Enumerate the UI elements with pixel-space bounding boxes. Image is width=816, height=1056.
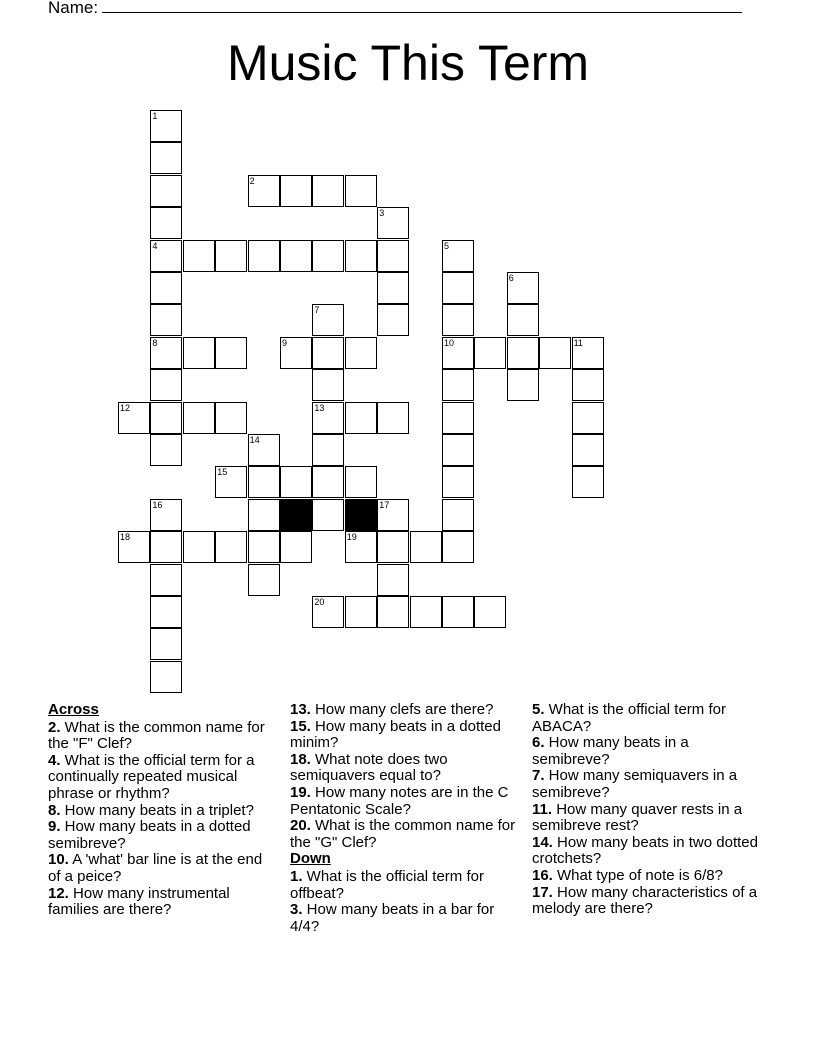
clue — [532, 802, 762, 835]
grid-cell[interactable] — [248, 175, 280, 207]
clue-text: How many notes are in the C Pentatonic Scale? — [290, 783, 509, 818]
grid-cell[interactable] — [312, 402, 344, 434]
clue-number: 12 — [120, 402, 131, 413]
grid-cell[interactable] — [312, 337, 344, 369]
clue-num: 8. — [48, 801, 61, 819]
grid-cell[interactable] — [150, 272, 182, 304]
grid-cell[interactable] — [507, 304, 539, 336]
grid-cell[interactable] — [248, 499, 280, 531]
clue-num: 11. — [532, 800, 553, 818]
clue-num: 9. — [48, 818, 61, 836]
clue — [532, 768, 762, 801]
clue-num: 10. — [48, 851, 69, 869]
grid-cell[interactable] — [442, 596, 474, 628]
grid-cell[interactable] — [377, 272, 409, 304]
clue-text: How many beats in a semibreve? — [532, 734, 689, 768]
clue-num: 1. — [290, 867, 303, 885]
grid-cell[interactable] — [442, 402, 474, 434]
grid-cell[interactable] — [345, 531, 377, 563]
clue-num: 19. — [290, 783, 311, 801]
grid-cell[interactable] — [215, 466, 247, 498]
grid-cell[interactable] — [377, 564, 409, 596]
grid-cell[interactable] — [150, 499, 182, 531]
grid-cell[interactable] — [312, 240, 344, 272]
clue — [290, 702, 520, 719]
clue-text: How many semiquavers in a semibreve? — [532, 767, 738, 801]
clue-text: How many beats in two dotted crotchets? — [532, 833, 758, 868]
clue-text: How many clefs are there? — [310, 701, 494, 718]
grid-cell[interactable] — [345, 337, 377, 369]
across-clue-list-a — [48, 720, 278, 919]
grid-cell[interactable] — [442, 531, 474, 563]
clue-num: 13. — [290, 701, 311, 718]
clue-text: How many beats in a bar for 4/4? — [290, 901, 495, 935]
grid-cell[interactable] — [215, 402, 247, 434]
clue-num: 12. — [48, 884, 69, 902]
grid-block — [345, 499, 377, 531]
grid-cell[interactable] — [312, 369, 344, 401]
clue-num: 18. — [290, 750, 311, 768]
clue-column-1 — [48, 702, 278, 919]
clue-column-2 — [290, 702, 520, 935]
grid-cell[interactable] — [215, 531, 247, 563]
page-title: Music This Term — [226, 35, 590, 91]
clue — [48, 819, 278, 852]
clue-num: 16. — [532, 866, 553, 884]
clue-text: What is the official term for a continually repeated musical phrase or rhythm? — [48, 751, 255, 802]
clue-text: A 'what' bar line is at the end of a peice? — [48, 851, 263, 885]
clue-number: 20 — [314, 597, 325, 607]
grid-cell[interactable] — [150, 240, 182, 272]
clue-number: 15 — [217, 467, 228, 478]
grid-cell[interactable] — [150, 596, 182, 628]
grid-cell[interactable] — [572, 369, 604, 401]
clue — [532, 702, 762, 735]
clue-text: How many characteristics of a melody are there? — [532, 883, 758, 918]
clue — [532, 735, 762, 768]
clue — [290, 719, 520, 752]
grid-cell[interactable] — [312, 175, 344, 207]
grid-cell[interactable] — [183, 337, 215, 369]
grid-cell[interactable] — [150, 142, 182, 174]
clue — [290, 902, 520, 935]
clue-number: 8 — [152, 337, 158, 348]
grid-cell[interactable] — [150, 434, 182, 466]
grid-cell[interactable] — [215, 240, 247, 272]
grid-cell[interactable] — [377, 207, 409, 239]
grid-cell[interactable] — [280, 531, 312, 563]
grid-cell[interactable] — [442, 499, 474, 531]
clue-number: 16 — [152, 499, 163, 510]
grid-cell[interactable] — [248, 466, 280, 498]
grid-cell[interactable] — [150, 628, 182, 660]
grid-cell[interactable] — [312, 304, 344, 336]
grid-cell[interactable] — [183, 402, 215, 434]
clue-text: How many quaver rests in a semibreve rest? — [532, 800, 743, 835]
clue-number: 14 — [249, 435, 260, 445]
clue-number: 5 — [444, 240, 450, 251]
clue-text: How many beats in a triplet? — [60, 801, 254, 819]
grid-cell[interactable] — [280, 337, 312, 369]
down-clue-list-b — [532, 702, 762, 918]
grid-cell[interactable] — [150, 661, 182, 693]
grid-cell[interactable] — [248, 434, 280, 466]
grid-cell[interactable] — [572, 337, 604, 369]
grid-cell[interactable] — [474, 596, 506, 628]
clue-number: 13 — [314, 402, 325, 413]
grid-cell[interactable] — [280, 175, 312, 207]
grid-block — [280, 499, 312, 531]
grid-cell[interactable] — [248, 531, 280, 563]
grid-cell[interactable] — [248, 240, 280, 272]
grid-cell[interactable] — [410, 531, 442, 563]
grid-cell[interactable] — [312, 596, 344, 628]
grid-cell[interactable] — [312, 499, 344, 531]
clue-num: 17. — [532, 883, 553, 901]
clue-text: What is the common name for the "G" Clef? — [290, 817, 516, 851]
grid-cell[interactable] — [280, 466, 312, 498]
grid-cell[interactable] — [572, 402, 604, 434]
grid-cell[interactable] — [572, 434, 604, 466]
grid-cell[interactable] — [377, 499, 409, 531]
grid-cell[interactable] — [183, 531, 215, 563]
grid-cell[interactable] — [280, 240, 312, 272]
grid-cell[interactable] — [507, 337, 539, 369]
clue-text: How many beats in a dotted semibreve? — [48, 818, 251, 852]
grid-cell[interactable] — [312, 434, 344, 466]
clue-num: 7. — [532, 767, 545, 785]
grid-cell[interactable] — [507, 369, 539, 401]
across-heading: Across — [48, 701, 99, 718]
clue-number: 19 — [346, 532, 357, 543]
clue — [532, 835, 762, 868]
grid-cell[interactable] — [539, 337, 571, 369]
grid-cell[interactable] — [474, 337, 506, 369]
grid-cell[interactable] — [410, 596, 442, 628]
grid-cell[interactable] — [150, 175, 182, 207]
grid-cell[interactable] — [377, 531, 409, 563]
grid-cell[interactable] — [377, 402, 409, 434]
clue — [48, 720, 278, 753]
grid-cell[interactable] — [345, 596, 377, 628]
across-clue-list-b — [290, 702, 520, 851]
clue — [290, 785, 520, 818]
clue-number: 11 — [573, 337, 583, 348]
clue-num: 14. — [532, 833, 553, 851]
grid-cell[interactable] — [442, 466, 474, 498]
grid-cell[interactable] — [345, 240, 377, 272]
down-heading: Down — [290, 850, 331, 868]
grid-cell[interactable] — [572, 466, 604, 498]
clue — [290, 818, 520, 851]
clue-number: 1 — [152, 111, 158, 121]
clue-number: 3 — [379, 208, 385, 219]
down-clue-list-a — [290, 869, 520, 935]
clue — [48, 852, 278, 885]
grid-cell[interactable] — [150, 337, 182, 369]
clue — [48, 753, 278, 803]
clue-text: What note does two semiquavers equal to? — [290, 750, 448, 785]
clue-number: 2 — [249, 175, 255, 186]
grid-cell[interactable] — [507, 272, 539, 304]
clue-num: 6. — [532, 734, 545, 752]
clue — [48, 803, 278, 820]
clue-num: 5. — [532, 701, 545, 718]
grid-cell[interactable] — [150, 531, 182, 563]
grid-cell[interactable] — [345, 402, 377, 434]
grid-cell[interactable] — [118, 402, 150, 434]
grid-cell[interactable] — [442, 369, 474, 401]
clue — [290, 869, 520, 902]
grid-cell[interactable] — [150, 304, 182, 336]
grid-cell[interactable] — [118, 531, 150, 563]
grid-cell[interactable] — [442, 434, 474, 466]
clue-text: What is the common name for the "F" Clef? — [48, 718, 265, 753]
clue — [290, 752, 520, 785]
clue-number: 10 — [444, 337, 455, 348]
clue — [532, 868, 762, 885]
grid-cell[interactable] — [150, 369, 182, 401]
clue-num: 3. — [290, 901, 303, 919]
clue-text: What is the official term for offbeat? — [290, 867, 484, 902]
clue — [532, 885, 762, 918]
grid-cell[interactable] — [442, 272, 474, 304]
grid-cell[interactable] — [442, 337, 474, 369]
grid-cell[interactable] — [377, 596, 409, 628]
grid-cell[interactable] — [312, 466, 344, 498]
grid-cell[interactable] — [345, 466, 377, 498]
clue-num: 15. — [290, 717, 311, 735]
grid-cell[interactable] — [377, 304, 409, 336]
name-label: Name: — [48, 0, 99, 17]
clue-number: 9 — [282, 337, 288, 348]
clue-num: 20. — [290, 817, 311, 835]
grid-cell[interactable] — [150, 110, 182, 142]
grid-cell[interactable] — [442, 304, 474, 336]
clue-text: What is the official term for ABACA? — [532, 701, 726, 735]
grid-cell[interactable] — [377, 240, 409, 272]
clue-number: 7 — [314, 305, 320, 316]
grid-cell[interactable] — [150, 402, 182, 434]
clue-number: 17 — [379, 499, 390, 510]
grid-cell[interactable] — [150, 564, 182, 596]
clue-num: 2. — [48, 718, 61, 736]
clue-text: How many beats in a dotted minim? — [290, 717, 501, 752]
grid-cell[interactable] — [215, 337, 247, 369]
clue — [48, 886, 278, 919]
clue-num: 4. — [48, 751, 61, 769]
clue-number: 18 — [120, 532, 131, 543]
grid-cell[interactable] — [150, 207, 182, 239]
clue-text: How many instrumental families are there? — [48, 884, 230, 919]
grid-cell[interactable] — [345, 175, 377, 207]
clue-text: What type of note is 6/8? — [552, 866, 723, 884]
grid-cell[interactable] — [183, 240, 215, 272]
clue-number: 4 — [152, 240, 158, 251]
clue-column-3 — [532, 702, 762, 918]
grid-cell[interactable] — [248, 564, 280, 596]
grid-cell[interactable] — [442, 240, 474, 272]
clue-number: 6 — [508, 273, 514, 283]
